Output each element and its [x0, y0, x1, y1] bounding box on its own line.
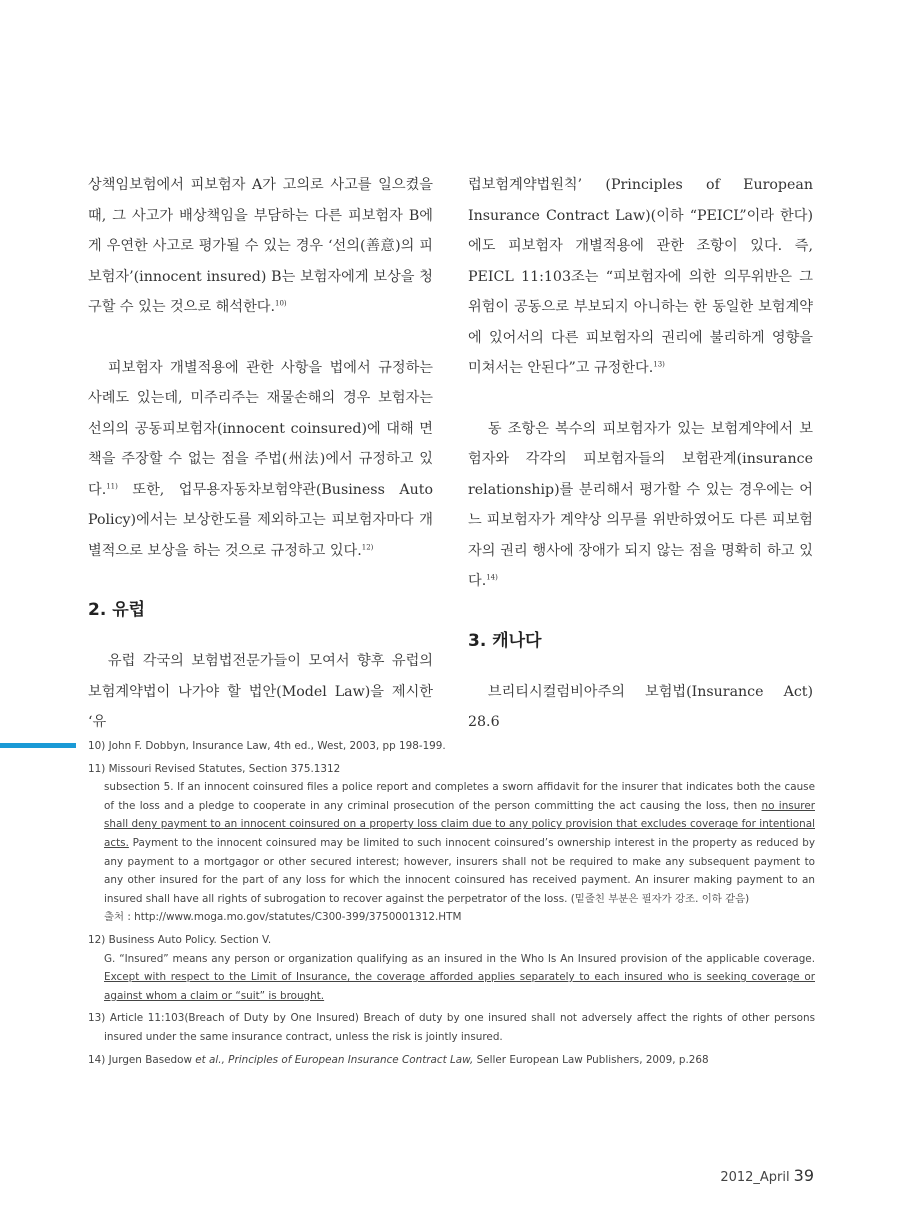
- body-paragraph: 동 조항은 복수의 피보험자가 있는 보험계약에서 보험자와 각각의 피보험자들의 보험관계(insurance relationship)를 분리해서 평가할 수 있는 경우에는 어느 피보험자가 계약상 의무를 위반하였어도 다른 피보험자의 권리 행사에 장애가 되지 않는 점을 명확히 하고 있다.$^{14)}$: [468, 420, 813, 589]
- footnote-11: 11) Missouri Revised Statutes, Section 375.1312 subsection 5. If an innocent coinsured files a police report and completes a sworn affidavit for the insurer that indicates both the cause of the loss and a pledge to cooperate in any criminal prosecution of the person committing the act causing the loss, then no insurer shall deny payment to an innocent coinsured on a property loss claim due to any policy provision that excludes coverage for intentional acts. Payment to the innocent coinsured may be limited to such innocent coinsured’s ownership interest in the property as reduced by any payment to a mortgagor or other secured interest; however, insurers shall not be required to make any subsequent payment to any other insured for the part of any loss for which the innocent coinsured has received payment. An insurer making payment to an insured shall have all rights of subrogation to recover against the perpetrator of the loss. (밑줄친 부분은 필자가 강조. 이하 같음) 출처 : http://www.moga.mo.gov/statutes/C300-399/3750001312.HTM: [88, 760, 815, 927]
- body-paragraph: 유럽 각국의 보험법전문가들이 모여서 향후 유럽의 보험계약법이 나가야 할 법안(Model Law)을 제시한 ‘유: [88, 653, 433, 730]
- footnote-12: 12) Business Auto Policy. Section V. G. “Insured” means any person or organization qualifying as an insured in the Who Is An Insured provision of the applicable coverage. Except with respect to the Limit of Insurance, the coverage afforded applies separately to each insured who is seeking coverage or against whom a claim or “suit” is brought.: [88, 933, 815, 1002]
- footnote-ref[interactable]: 12): [361, 542, 374, 551]
- body-paragraph: 상책임보험에서 피보험자 A가 고의로 사고를 일으켰을 때, 그 사고가 배상책임을 부담하는 다른 피보험자 B에게 우연한 사고로 평가될 수 있는 경우 ‘선의(善意)의 피보험자’(innocent insured) B는 보험자에게 보상을 청구할 수 있는 것으로 해석한다.$^{10)}$: [88, 177, 433, 315]
- page-footer: [720, 1166, 814, 1185]
- section-heading: 3. 캐나다: [468, 630, 542, 651]
- footnote-13: 13) Article 11:103(Breach of Duty by One Insured) Breach of duty by one insured shall not adversely affect the rights of other persons insured under the same insurance contract, unless the risk is jointly insured.: [88, 1012, 815, 1043]
- body-paragraph: 브리티시컬럼비아주의 보험법(Insurance Act) 28.6: [468, 683, 813, 730]
- body-paragraph: 럽보험계약법원칙’ (Principles of European Insurance Contract Law)(이하 “PEICL”이라 한다)에도 피보험자 개별적용에 관한 조항이 있다. 즉, PEICL 11:103조는 “피보험자에 의한 의무위반은 그 위험이 공동으로 부보되지 아니하는 한 동일한 보험계약에 있어서의 다른 피보험자의 권리에 불리하게 영향을 미쳐서는 안된다”고 규정한다.$^{13)}$: [468, 177, 813, 376]
- footnote-10: 10) John F. Dobbyn, Insurance Law, 4th ed., West, 2003, pp 198-199.: [88, 740, 446, 752]
- underlined-text: no insurer shall deny payment to an innocent coinsured on a property loss claim due to any policy provision that excludes coverage for intentional acts.: [104, 799, 815, 849]
- underlined-text: Except with respect to the Limit of Insurance, the coverage afforded applies separately to each insured who is seeking coverage or against whom a claim or “suit” is brought.: [104, 971, 815, 1002]
- section-heading: 2. 유럽: [88, 600, 146, 620]
- footnote-ref[interactable]: 10): [275, 299, 287, 308]
- page-number: 39: [793, 1166, 814, 1185]
- footnote-14: 14) Jurgen Basedow et al., Principles of European Insurance Contract Law, Seller European Law Publishers, 2009, p.268: [88, 1053, 709, 1066]
- issue-label: 2012_April: [720, 1170, 790, 1185]
- right-column: [468, 170, 813, 738]
- footnotes: [88, 737, 815, 1073]
- footnote-ref[interactable]: 13): [653, 360, 665, 369]
- body-paragraph: 피보험자 개별적용에 관한 사항을 법에서 규정하는 사례도 있는데, 미주리주는 재물손해의 경우 보험자는 선의의 공동피보험자(innocent coinsured)에 대해 면책을 주장할 수 없는 점을 주법(州法)에서 규정하고 있다.$^{11)}$ 또한, 업무용자동차보험약관(Business Auto Policy)에서는 보상한도를 제외하고는 피보험자마다 개별적으로 보상을 하는 것으로 규정하고 있다.$^{12)}$: [88, 359, 433, 559]
- footnote-ref[interactable]: 11): [106, 481, 118, 490]
- source-link[interactable]: 출처 : http://www.moga.mo.gov/statutes/C300-399/3750001312.HTM: [104, 911, 462, 924]
- accent-bar: [0, 743, 76, 748]
- footnote-ref[interactable]: 14): [486, 573, 498, 582]
- left-column: [88, 170, 433, 738]
